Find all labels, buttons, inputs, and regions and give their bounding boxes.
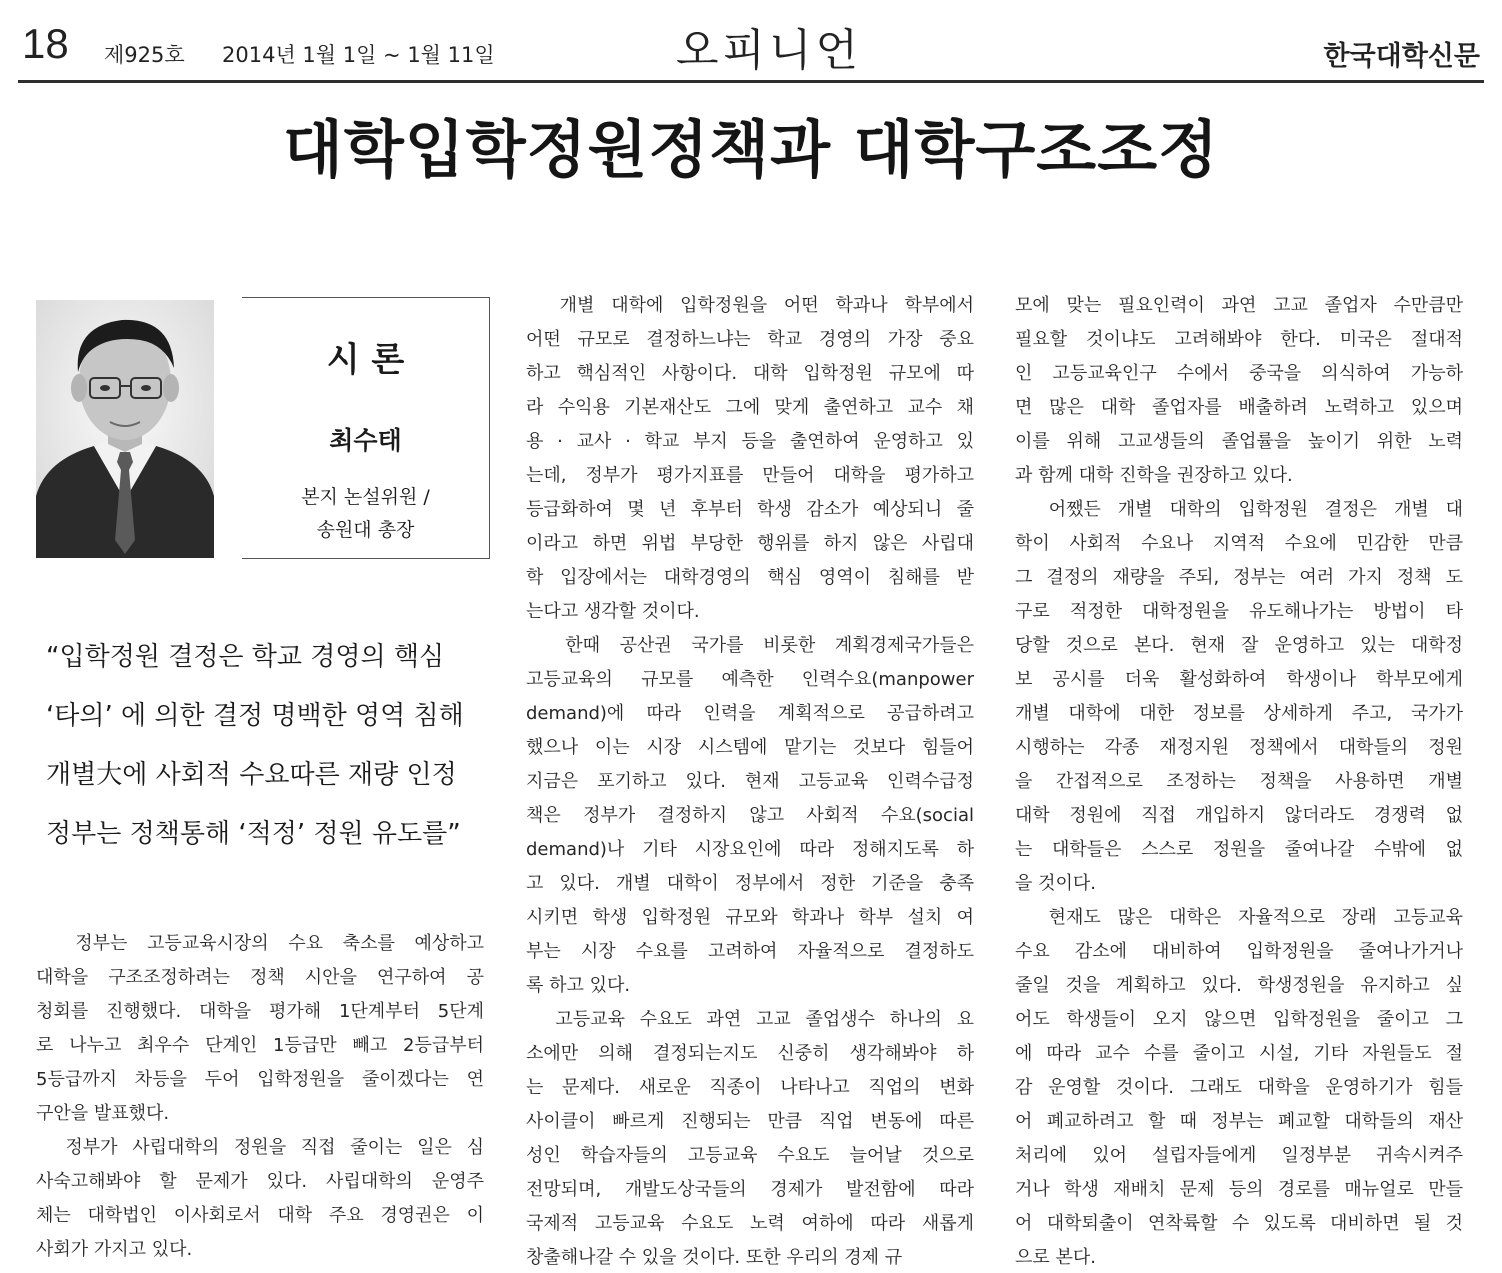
body-text-line: 시키면 학생 입학정원 규모와 학과나 학부 설치 여 [526,907,974,928]
body-text-line: 성인 학습자들의 고등교육 수요도 늘어날 것으로 [526,1145,974,1166]
body-text-line: 개별 대학에 대한 정보를 상세하게 주고, 국가가 [1015,703,1463,724]
body-text-line: 전망되며, 개발도상국들의 경제가 발전함에 따라 [526,1179,974,1200]
body-text-line: 고 있다. 개별 대학이 정부에서 정한 기준을 충족 [526,873,974,894]
article-headline: 대학입학정원정책과 대학구조조정 [283,113,1219,186]
body-text-line: 처리에 있어 설립자들에게 일정부분 귀속시켜주 [1015,1145,1463,1166]
body-text-line: 록 하고 있다. [526,975,631,996]
body-text-line: 지금은 포기하고 있다. 현재 고등교육 인력수급정 [526,771,974,792]
body-text-line: 어도 학생들이 오지 않으면 입학정원을 줄이고 그 [1015,1009,1463,1030]
body-text-line: 거나 학생 재배치 문제 등의 경로를 매뉴얼로 만들 [1015,1179,1463,1200]
body-text-line: 는다고 생각할 것이다. [526,601,700,622]
body-text-line: 이라고 하면 위법 부당한 행위를 하지 않은 사립대 [526,533,974,554]
body-column-2 [526,289,974,1273]
body-text-line: 당할 것으로 본다. 현재 잘 운영하고 있는 대학정 [1015,635,1463,656]
author-role: 본지 논설위원 / [301,486,430,508]
page-number: 18 [22,20,69,67]
header-divider [18,80,1484,83]
author-name: 최수태 [329,426,402,455]
body-text-line: 사이클이 빠르게 진행되는 만큼 직업 변동에 따른 [526,1111,974,1132]
body-text-line: 학 입장에서는 대학경영의 핵심 영역이 침해를 받 [526,567,974,588]
body-text-line: 을 간접적으로 조정하는 정책을 사용하면 개별 [1015,771,1463,792]
body-text-line: 보 공시를 더욱 활성화하여 학생이나 학부모에게 [1015,669,1463,690]
body-text-line: 어쨌든 개별 대학의 입학정원 결정은 개별 대 [1015,499,1463,520]
body-text-line: 는 대학들은 스스로 정원을 줄여나갈 수밖에 없 [1015,839,1463,860]
body-text-line: 이를 위해 고교생들의 졸업률을 높이기 위한 노력 [1015,431,1463,452]
body-text-line: 대학을 구조조정하려는 정책 시안을 연구하여 공 [36,967,484,988]
body-text-line: 개별 대학에 입학정원을 어떤 학과나 학부에서 [526,295,974,316]
body-text-line: 부는 시장 수요를 고려하여 자율적으로 결정하도 [526,941,974,962]
body-text-line: 하고 핵심적인 사항이다. 대학 입학정원 규모에 따 [526,363,974,384]
body-text-line: 어 대학퇴출이 연착륙할 수 있도록 대비하면 될 것 [1015,1213,1463,1234]
body-text-line: 어떤 규모로 결정하느냐는 학교 경영의 가장 중요 [526,329,974,350]
body-text-line: 대학 정원에 직접 개입하지 않더라도 경쟁력 없 [1015,805,1463,826]
body-text-line: 로 나누고 최우수 단계인 1등급만 빼고 2등급부터 [36,1035,484,1056]
body-text-line: 그 결정의 재량을 주되, 정부는 여러 가지 정책 도 [1015,567,1463,588]
body-text-line: 책은 정부가 결정하지 않고 사회적 수요(social [526,805,974,826]
newspaper-name: 한국대학신문 [1323,41,1480,72]
body-text-line: 구로 적정한 대학정원을 유도해나가는 방법이 타 [1015,601,1463,622]
body-column-1 [36,927,484,1267]
body-text-line: 사숙고해봐야 할 문제가 있다. 사립대학의 운영주 [36,1171,484,1192]
body-text-line: 고등교육 수요도 과연 고교 졸업생수 하나의 요 [526,1009,974,1030]
body-text-line: 인 고등교육인구 수에서 중국을 의식하여 가능하 [1015,363,1463,384]
pull-quote [46,628,496,864]
body-column-3 [1015,289,1463,1273]
body-text-line: 학이 사회적 수요나 지역적 수요에 민감한 만큼 [1015,533,1463,554]
body-text-line: 을 것이다. [1015,873,1096,894]
body-text-line: 창출해나갈 수 있을 것이다. 또한 우리의 경제 규 [526,1247,903,1268]
pull-quote-line: 개별大에 사회적 수요따른 재량 인정 [46,760,457,790]
body-text-line: 등급화하여 몇 년 후부터 학생 감소가 예상되니 줄 [526,499,974,520]
column-tag: 시 론 [326,340,405,380]
body-text-line: 줄일 것을 계획하고 있다. 학생정원을 유지하고 싶 [1015,975,1463,996]
section-title: 오피니언 [676,25,863,76]
body-text-line: 현재도 많은 대학은 자율적으로 장래 고등교육 [1015,907,1463,928]
body-text-line: 용 · 교사 · 학교 부지 등을 출연하여 운영하고 있 [526,431,974,452]
body-text-line: 면 많은 대학 졸업자를 배출하려 노력하고 있으며 [1015,397,1463,418]
body-text-line: 수요 감소에 대비하여 입학정원을 줄여나가거나 [1015,941,1463,962]
author-affiliation: 송원대 총장 [316,519,415,541]
body-text-line: demand)나 기타 시장요인에 따라 정해지도록 하 [526,839,974,860]
body-text-line: 청회를 진행했다. 대학을 평가해 1단계부터 5단계 [36,1001,484,1022]
body-text-line: 정부는 고등교육시장의 수요 축소를 예상하고 [36,933,484,954]
body-text-line: 고등교육의 규모를 예측한 인력수요(manpower [526,669,974,690]
body-text-line: 체는 대학법인 이사회로서 대학 주요 경영권은 이 [36,1205,484,1226]
body-text-line: 는데, 정부가 평가지표를 만들어 대학을 평가하고 [526,465,974,486]
body-text-line: 소에만 의해 결정되는지도 신중히 생각해봐야 하 [526,1043,974,1064]
page-header [18,12,1484,84]
body-text-line: 국제적 고등교육 수요도 노력 여하에 따라 새롭게 [526,1213,974,1234]
body-text-line: 한때 공산권 국가를 비롯한 계획경제국가들은 [526,635,974,656]
body-text-line: 라 수익용 기본재산도 그에 맞게 출연하고 교수 채 [526,397,974,418]
body-text-line: 정부가 사립대학의 정원을 직접 줄이는 일은 심 [36,1137,484,1158]
author-photo [36,300,214,558]
body-text-line: 필요할 것이냐도 고려해봐야 한다. 미국은 절대적 [1015,329,1463,350]
body-text-line: 는 문제다. 새로운 직종이 나타나고 직업의 변화 [526,1077,974,1098]
issue-number: 제925호 [104,43,185,67]
body-text-line: 과 함께 대학 진학을 권장하고 있다. [1015,465,1293,486]
pull-quote-line: ‘타의’ 에 의한 결정 명백한 영역 침해 [46,701,464,731]
body-text-line: 시행하는 각종 재정지원 정책에서 대학들의 정원 [1015,737,1463,758]
body-text-line: 구안을 발표했다. [36,1103,170,1124]
column-info-box [242,297,490,559]
body-text-line: 했으나 이는 시장 시스템에 맡기는 것보다 힘들어 [526,737,974,758]
body-text-line: 사회가 가지고 있다. [36,1239,193,1260]
body-text-line: 으로 본다. [1015,1247,1096,1268]
pull-quote-line: “입학정원 결정은 학교 경영의 핵심 [46,642,445,672]
pull-quote-line: 정부는 정책통해 ‘적정’ 정원 유도를” [46,819,461,849]
issue-date: 2014년 1월 1일 ~ 1월 11일 [222,43,495,67]
body-text-line: 에 따라 교수 수를 줄이고 시설, 기타 자원들도 절 [1015,1043,1463,1064]
body-text-line: 감 운영할 것이다. 그래도 대학을 운영하기가 힘들 [1015,1077,1463,1098]
body-text-line: 5등급까지 차등을 두어 입학정원을 줄이겠다는 연 [36,1069,484,1090]
body-text-line: 모에 맞는 필요인력이 과연 고교 졸업자 수만큼만 [1015,295,1463,316]
body-text-line: 어 폐교하려고 할 때 정부는 폐교할 대학들의 재산 [1015,1111,1463,1132]
body-text-line: demand)에 따라 인력을 계획적으로 공급하려고 [526,703,974,724]
